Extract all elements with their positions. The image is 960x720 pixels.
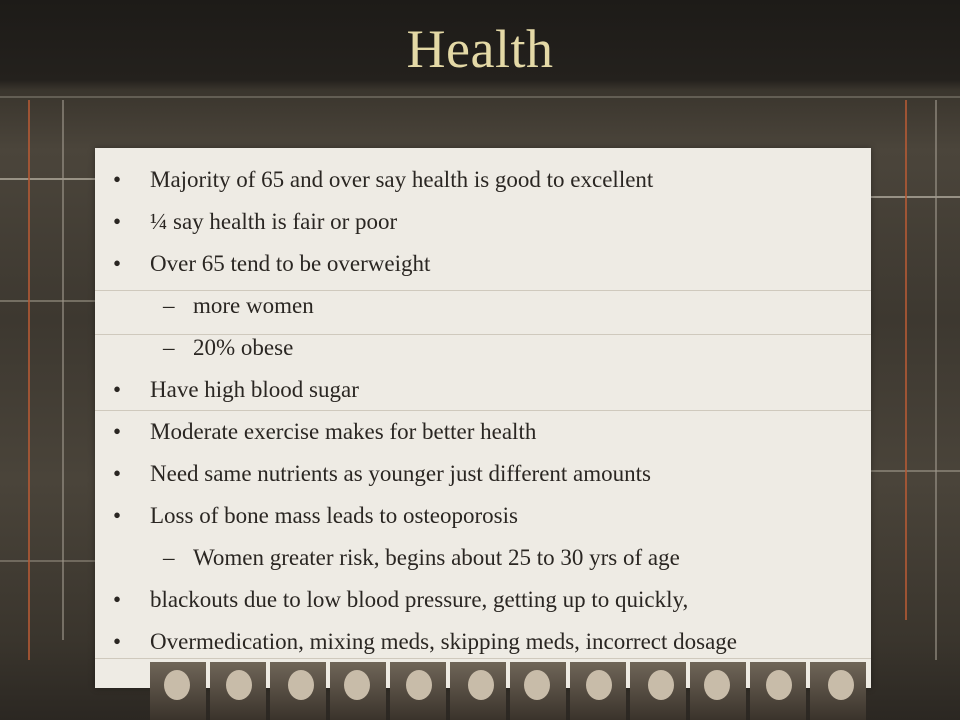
- bullet-text: Loss of bone mass leads to osteoporosis: [150, 503, 518, 528]
- photo-face-shape: [288, 670, 314, 700]
- photo-strip-image: [150, 662, 870, 720]
- photo-face-shape: [586, 670, 612, 700]
- photo-tile: [750, 662, 806, 720]
- decor-streak: [0, 300, 95, 302]
- decor-streak: [871, 196, 960, 198]
- bullet-marker: •: [113, 629, 122, 654]
- dash-marker: –: [163, 545, 175, 570]
- photo-tile: [150, 662, 206, 720]
- slide-title: Health: [406, 19, 554, 79]
- bullet-marker: •: [113, 419, 122, 444]
- bullet-marker: •: [113, 587, 122, 612]
- dash-marker: –: [163, 335, 175, 360]
- bullet-text: Women greater risk, begins about 25 to 30 yrs of age: [193, 545, 680, 570]
- bullet-marker: •: [113, 167, 122, 192]
- decor-vertical-line: [28, 100, 30, 660]
- decor-streak: [871, 470, 960, 472]
- bullet-marker: •: [113, 209, 122, 234]
- photo-tile: [270, 662, 326, 720]
- decor-streak: [0, 178, 95, 180]
- bullet-text: blackouts due to low blood pressure, getting up to quickly,: [150, 587, 689, 612]
- bullet-marker: •: [113, 503, 122, 528]
- bullet-text: Need same nutrients as younger just different amounts: [150, 461, 651, 486]
- bullet-list: [95, 148, 871, 688]
- photo-face-shape: [524, 670, 550, 700]
- photo-face-shape: [164, 670, 190, 700]
- photo-face-shape: [344, 670, 370, 700]
- decor-vertical-line: [935, 100, 937, 660]
- photo-face-shape: [648, 670, 674, 700]
- bullet-marker: •: [113, 461, 122, 486]
- photo-face-shape: [828, 670, 854, 700]
- bullet-text: 20% obese: [193, 335, 294, 360]
- bullet-text: Majority of 65 and over say health is good to excellent: [150, 167, 654, 192]
- photo-face-shape: [468, 670, 494, 700]
- decor-vertical-line: [62, 100, 64, 640]
- photo-tile: [450, 662, 506, 720]
- photo-tile: [810, 662, 866, 720]
- content-panel: [95, 148, 871, 688]
- dash-marker: –: [163, 293, 175, 318]
- bullet-text: Over 65 tend to be overweight: [150, 251, 431, 276]
- photo-face-shape: [704, 670, 730, 700]
- bullet-marker: •: [113, 251, 122, 276]
- photo-tile: [210, 662, 266, 720]
- bullet-text: ¼ say health is fair or poor: [150, 209, 398, 234]
- photo-tile: [330, 662, 386, 720]
- bullet-marker: •: [113, 377, 122, 402]
- decor-vertical-line: [905, 100, 907, 620]
- decor-streak: [0, 560, 95, 562]
- bullet-text: Overmedication, mixing meds, skipping meds, incorrect dosage: [150, 629, 738, 654]
- bullet-text: more women: [193, 293, 314, 318]
- photo-face-shape: [766, 670, 792, 700]
- photo-tile: [690, 662, 746, 720]
- photo-tile: [570, 662, 626, 720]
- photo-face-shape: [226, 670, 252, 700]
- photo-tile: [510, 662, 566, 720]
- photo-face-shape: [406, 670, 432, 700]
- bullet-text: Have high blood sugar: [150, 377, 359, 402]
- photo-tile: [630, 662, 686, 720]
- decor-streak: [0, 96, 960, 98]
- bullet-text: Moderate exercise makes for better health: [150, 419, 537, 444]
- photo-tile: [390, 662, 446, 720]
